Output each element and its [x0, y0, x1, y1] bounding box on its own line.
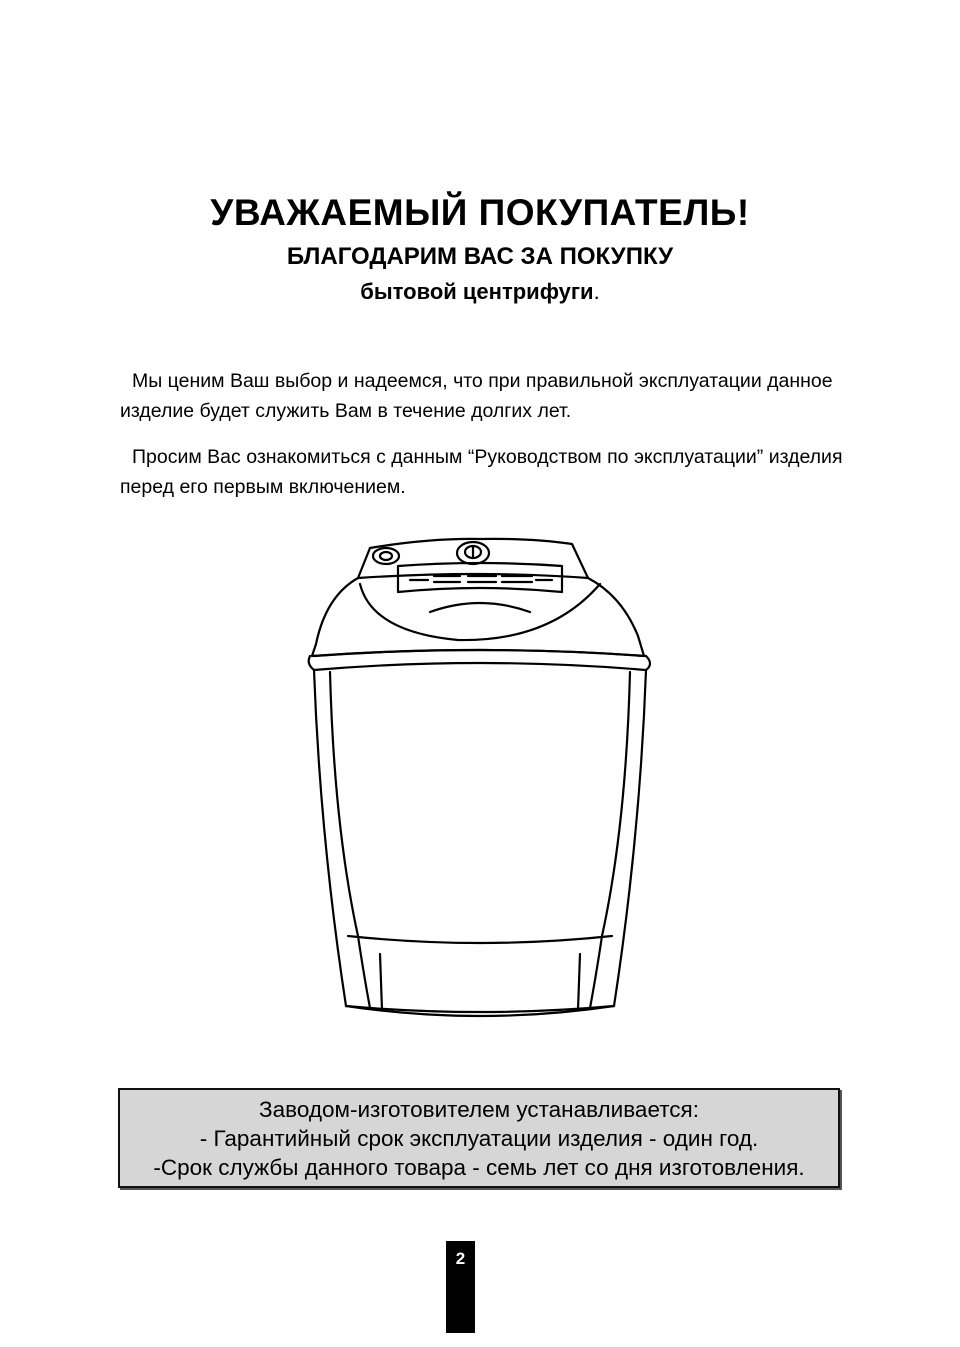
- notice-line-3: -Срок службы данного товара - семь лет со дня изготовления.: [153, 1155, 805, 1180]
- manual-paragraph: Просим Вас ознакомиться с данным “Руководством по эксплуатации” изделия перед его первым включением.: [120, 446, 843, 498]
- notice-line-2: - Гарантийный срок эксплуатации изделия - один год.: [199, 1126, 759, 1151]
- product-name: [0, 279, 960, 305]
- product-name-period: .: [593, 279, 600, 304]
- intro-paragraph: Мы ценим Ваш выбор и надеемся, что при правильной эксплуатации данное изделие будет служить Вам в течение долгих лет.: [120, 370, 833, 422]
- notice-line-1: Заводом-изготовителем устанавливается:: [259, 1097, 699, 1122]
- warranty-notice: [118, 1088, 840, 1188]
- page-subtitle: БЛАГОДАРИМ ВАС ЗА ПОКУПКУ: [286, 243, 674, 270]
- page-title: УВАЖАЕМЫЙ ПОКУПАТЕЛЬ!: [210, 192, 750, 233]
- product-name-text: бытовой центрифуги: [360, 279, 594, 304]
- spin-dryer-illustration: [300, 536, 660, 1030]
- page-number: 2: [446, 1241, 475, 1333]
